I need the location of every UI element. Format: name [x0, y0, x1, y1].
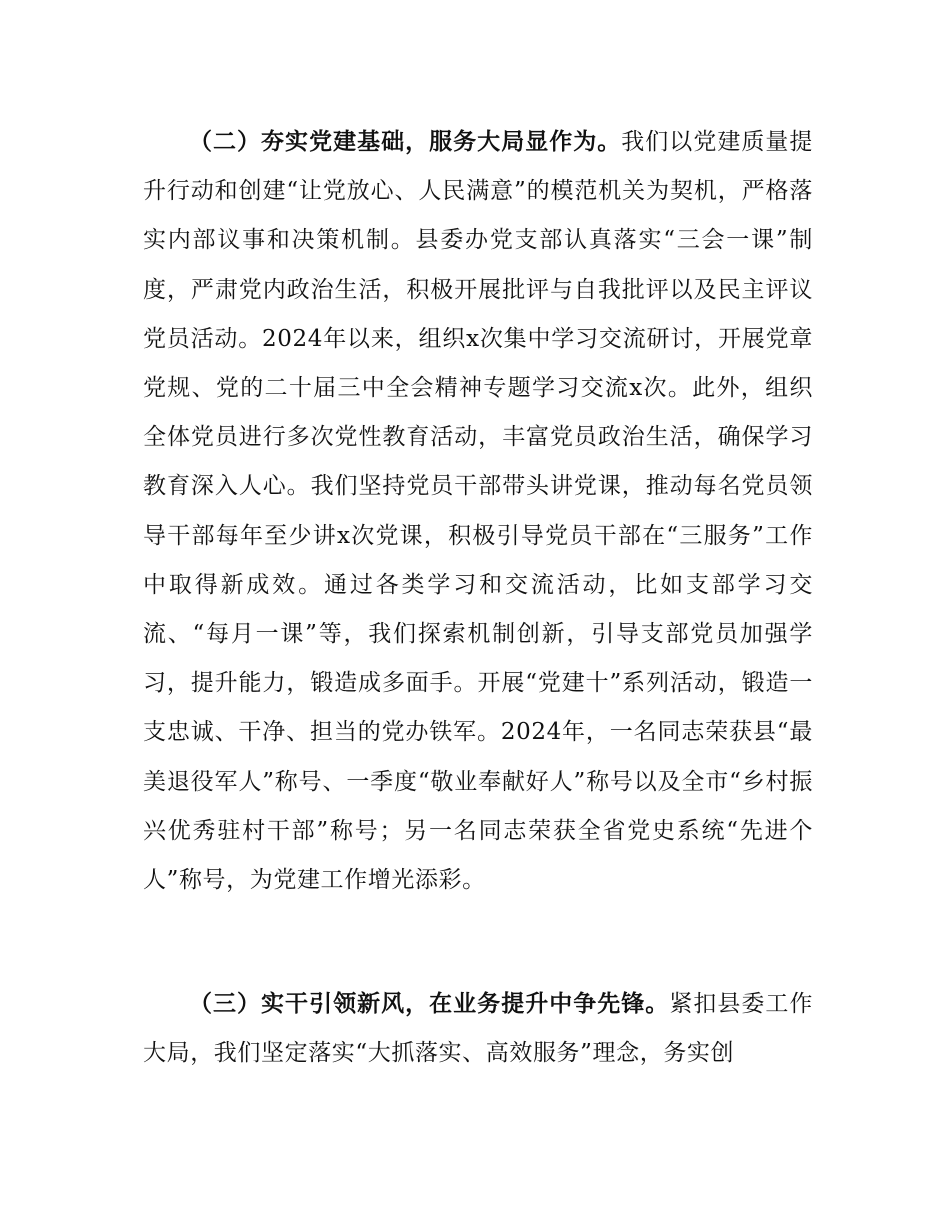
paragraph-business-improvement: [143, 980, 813, 1078]
section-heading: （二）夯实党建基础，服务大局显作为。: [189, 129, 622, 155]
paragraph-party-building: [143, 118, 813, 905]
paragraph-body: 紧扣县委工作大局，我们坚定落实“大抓落实、高效服务”理念，务实创: [143, 991, 813, 1067]
section-heading: （三）实干引领新风，在业务提升中争先锋。: [189, 991, 670, 1017]
paragraph-body: 我们以党建质量提升行动和创建“让党放心、人民满意”的模范机关为契机，严格落实内部议事和决策机制。县委办党支部认真落实“三会一课”制度，严肃党内政治生活，积极开展批评与自我批评以及民主评议党员活动。2024年以来，组织x次集中学习交流研讨，开展党章党规、党的二十届三中全会精神专题学习交流x次。此外，组织全体党员进行多次党性教育活动，丰富党员政治生活，确保学习教育深入人心。我们坚持党员干部带头讲党课，推动每名党员领导干部每年至少讲x次党课，积极引导党员干部在“三服务”工作中取得新成效。通过各类学习和交流活动，比如支部学习交流、“每月一课”等，我们探索机制创新，引导支部党员加强学习，提升能力，锻造成多面手。开展“党建十”系列活动，锻造一支忠诚、干净、担当的党办铁军。2024年，一名同志荣获县“最美退役军人”称号、一季度“敬业奉献好人”称号以及全市“乡村振兴优秀驻村干部”称号；另一名同志荣获全省党史系统“先进个人”称号，为党建工作增光添彩。: [143, 129, 813, 894]
